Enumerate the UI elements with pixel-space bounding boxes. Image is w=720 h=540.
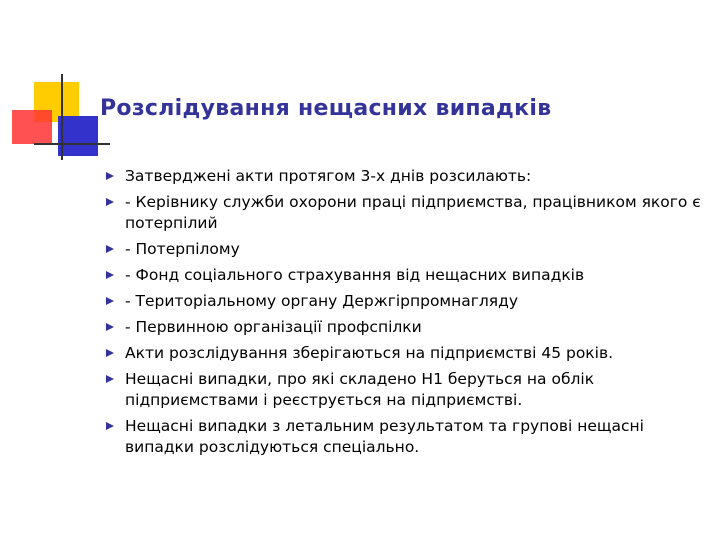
square-bullet-icon	[106, 271, 114, 279]
square-bullet-icon	[106, 198, 114, 206]
list-item-text: - Потерпілому	[125, 240, 240, 258]
list-item-text: - Керівнику служби охорони праці підприємства, працівником якого є потерпілий	[125, 193, 701, 232]
list-item-text: Нещасні випадки з летальним результатом та групові нещасні випадки розслідуються спеціально.	[125, 417, 644, 456]
corner-decoration	[0, 0, 110, 170]
list-item	[104, 192, 704, 234]
square-bullet-icon	[106, 422, 114, 430]
square-bullet-icon	[106, 245, 114, 253]
list-item	[104, 416, 704, 458]
bullet-list	[104, 166, 704, 463]
list-item	[104, 369, 704, 411]
list-item	[104, 343, 704, 364]
list-item-text: Затверджені акти протягом 3-х днів розсилають:	[125, 167, 532, 185]
square-bullet-icon	[106, 375, 114, 383]
list-item-text: - Фонд соціального страхування від нещасних випадків	[125, 266, 585, 284]
square-bullet-icon	[106, 172, 114, 180]
list-item	[104, 166, 704, 187]
blue-square	[58, 116, 98, 156]
list-item-text: - Територіальному органу Держгірпромнагляду	[125, 292, 519, 310]
red-square	[12, 110, 52, 144]
slide-title: Розслідування нещасних випадків	[100, 96, 552, 121]
list-item	[104, 265, 704, 286]
list-item	[104, 239, 704, 260]
square-bullet-icon	[106, 297, 114, 305]
list-item-text: - Первинною організації профспілки	[125, 318, 422, 336]
list-item	[104, 291, 704, 312]
list-item-text: Нещасні випадки, про які складено Н1 беруться на облік підприємствами і реєструється на підприємстві.	[125, 370, 595, 409]
square-bullet-icon	[106, 349, 114, 357]
list-item-text: Акти розслідування зберігаються на підприємстві 45 років.	[125, 344, 614, 362]
square-bullet-icon	[106, 323, 114, 331]
list-item	[104, 317, 704, 338]
